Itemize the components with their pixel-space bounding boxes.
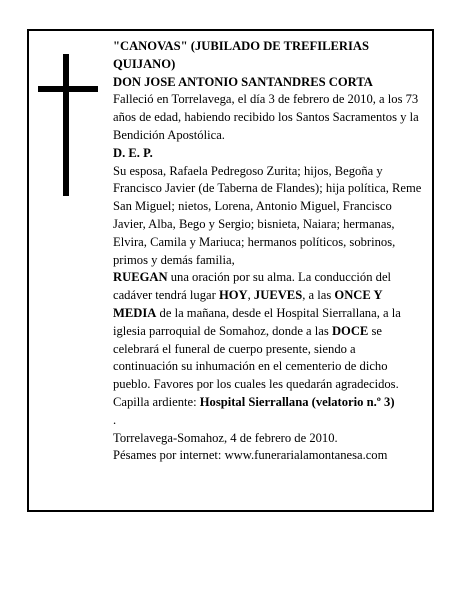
comma-text: , <box>247 288 254 303</box>
notice-text <box>113 38 423 465</box>
dep-line: D. E. P. <box>113 145 153 160</box>
cross-vertical-bar <box>63 54 69 196</box>
chapel-label: Capilla ardiente: <box>113 394 200 409</box>
hoy-word: HOY <box>218 288 248 303</box>
cross-horizontal-bar <box>38 86 98 92</box>
place-date: Torrelavega-Somahoz, 4 de febrero de 2010. <box>113 430 338 445</box>
chapel-line <box>113 394 423 412</box>
alias-heading: "CANOVAS" (JUBILADO DE TREFILERIAS QUIJANO) <box>113 39 370 71</box>
funeral-text: se celebrará el funeral de cuerpo presente, siendo a continuación su inhumación en el cementerio de dicho pueblo. Favores por los cuales les quedarán agradecidos. <box>113 323 399 392</box>
a-las-text: , a las <box>302 288 335 303</box>
once-y-media-time: ONCE Y MEDIA <box>113 288 383 320</box>
ruegan-word: RUEGAN <box>113 270 168 285</box>
family-list: Su esposa, Rafaela Pedregoso Zurita; hijos, Begoña y Francisco Javier (de Taberna de Flandes); hija política, Reme San Miguel; nietos, Lorena, Antonio Miguel, Francisco Javier, Alba, Bego y Sergio; bisnieta, Naiara; hermanas, Elvira, Camila y Mariuca; hermanos políticos, sobrinos, primos y demás familia, <box>113 163 422 267</box>
prayer-text: una oración por su alma. La conducción del cadáver tendrá lugar <box>113 270 392 303</box>
jueves-word: JUEVES <box>253 288 303 303</box>
condolences-line: Pésames por internet: www.funerarialamontanesa.com <box>113 448 388 463</box>
chapel-place: Hospital Sierrallana (velatorio n.º 3) <box>199 394 395 409</box>
deceased-name: DON JOSE ANTONIO SANTANDRES CORTA <box>113 74 373 89</box>
doce-time: DOCE <box>331 323 369 338</box>
death-statement: Falleció en Torrelavega, el día 3 de febrero de 2010, a los 73 años de edad, habiendo recibido los Santos Sacramentos y la Bendición Apostólica. <box>113 92 419 142</box>
cross-icon <box>38 54 98 196</box>
chapel-end: . <box>113 412 117 427</box>
procession-text: de la mañana, desde el Hospital Sierrallana, a la iglesia parroquial de Somahoz, donde a las <box>113 305 401 338</box>
funeral-paragraph <box>113 269 423 394</box>
